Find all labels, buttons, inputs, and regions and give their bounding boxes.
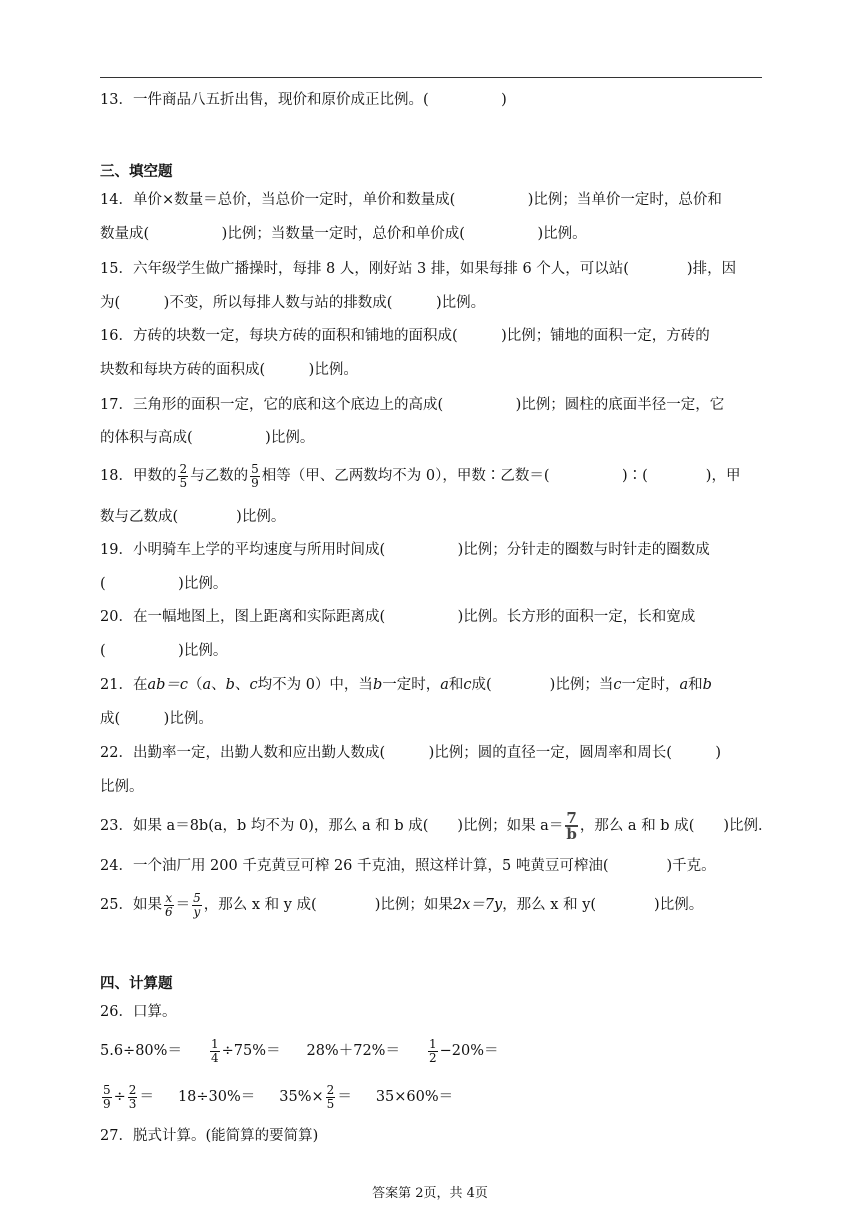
question-21-line1: 21．在ab＝c（a、b、c均不为 0）中，当b一定时，a和c成( )比例；当c一定时，a和b xyxy=(100,677,712,693)
fraction-5-y: $\frac{5}{y}$ xyxy=(193,890,201,919)
question-20-line1: 20．在一幅地图上，图上距离和实际距离成( )比例。长方形的面积一定，长和宽成 xyxy=(100,609,696,625)
q18-text: 18．甲数的 xyxy=(100,468,177,484)
calc-row-1: 5.6÷80%＝ $\frac{1}{4}$ ÷75%＝ 28%＋72%＝ $\frac{1}{2}$ −20%＝ xyxy=(100,1036,499,1065)
question-27: 27．脱式计算。(能简算的要简算) xyxy=(100,1128,319,1144)
fraction-5-9: $\frac{5}{9}$ xyxy=(251,461,259,490)
question-19-line2: ( )比例。 xyxy=(100,576,228,592)
header-rule xyxy=(100,77,762,78)
question-21-line2: 成( )比例。 xyxy=(100,711,213,727)
q18-text: 与乙数的 xyxy=(190,468,249,484)
section-heading-calculation: 四、计算题 xyxy=(100,975,173,992)
question-16-line1: 16．方砖的块数一定，每块方砖的面积和铺地的面积成( )比例；铺地的面积一定，方砖的 xyxy=(100,328,710,344)
question-17-line1: 17．三角形的面积一定，它的底和这个底边上的高成( )比例；圆柱的底面半径一定，它 xyxy=(100,397,725,413)
fraction-x-6: $\frac{x}{6}$ xyxy=(164,890,173,919)
question-24: 24．一个油厂用 200 千克黄豆可榨 26 千克油，照这样计算，5 吨黄豆可榨油( )千克。 xyxy=(100,858,716,874)
question-22-line2: 比例。 xyxy=(100,779,144,795)
calc-row-2: $\frac{5}{9}$ ÷ $\frac{2}{3}$ ＝ 18÷30%＝ 35%× $\frac{2}{5}$ ＝ 35×60%＝ xyxy=(103,1082,454,1111)
question-19-line1: 19．小明骑车上学的平均速度与所用时间成( )比例；分针走的圈数与时针走的圈数成 xyxy=(100,542,710,558)
question-26: 26．口算。 xyxy=(100,1004,177,1020)
page-footer: 答案第 2页，共 4页 xyxy=(372,1186,488,1201)
question-14-line1: 14．单价×数量＝总价，当总价一定时，单价和数量成( )比例；当单价一定时，总价和 xyxy=(100,192,722,208)
question-18-line1 xyxy=(100,460,740,492)
question-17-line2: 的体积与高成( )比例。 xyxy=(100,430,315,446)
section-heading-fill-in: 三、填空题 xyxy=(100,163,173,180)
fraction-2-5: $\frac{2}{5}$ xyxy=(179,461,188,490)
question-15-line2: 为( )不变，所以每排人数与站的排数成( )比例。 xyxy=(100,295,486,311)
question-15-line1: 15．六年级学生做广播操时，每排 8 人，刚好站 3 排，如果每排 6 个人，可以站( )排，因 xyxy=(100,261,737,277)
question-22-line1: 22．出勤率一定，出勤人数和应出勤人数成( )比例；圆的直径一定，圆周率和周长( ) xyxy=(100,745,722,761)
question-18-line2: 数与乙数成( )比例。 xyxy=(100,509,286,525)
question-20-line2: ( )比例。 xyxy=(100,643,228,659)
fraction-7-b: $\frac{7}{b}$ xyxy=(566,809,577,843)
question-13: 13．一件商品八五折出售，现价和原价成正比例。( ) xyxy=(100,92,507,108)
equation-ab-c: ab＝c xyxy=(147,677,189,693)
question-16-line2: 块数和每块方砖的面积成( )比例。 xyxy=(100,362,358,378)
question-25: 25．如果 $\frac{x}{6}$ ＝ $\frac{5}{y}$ ，那么 x 和 y 成( )比例；如果2x＝7y，那么 x 和 y( )比例。 xyxy=(100,890,704,919)
q18-text: 相等（甲、乙两数均不为 0），甲数∶乙数＝( )∶( )，甲 xyxy=(261,468,741,484)
question-23: 23．如果 a＝8b(a，b 均不为 0)，那么 a 和 b 成( )比例；如果 a＝ $\frac{7}{b}$ ，那么 a 和 b 成( )比例． xyxy=(100,809,773,843)
question-14-line2: 数量成( )比例；当数量一定时，总价和单价成( )比例。 xyxy=(100,226,587,242)
